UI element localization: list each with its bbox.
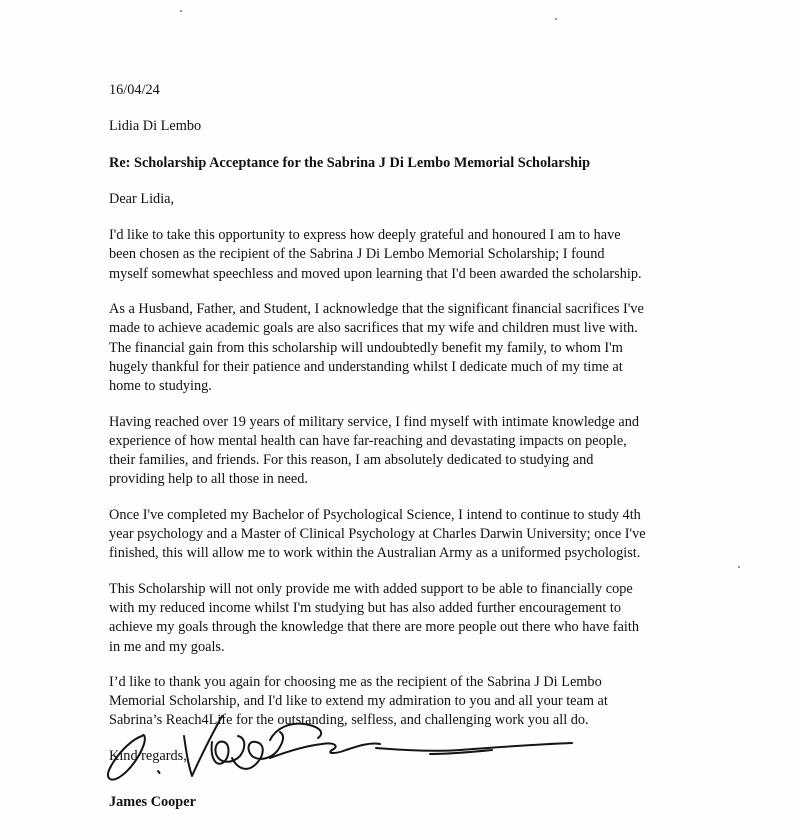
paragraph-line: experience of how mental health can have far-reaching and devastating impacts on people, — [109, 432, 627, 449]
paragraph-line: with my reduced income whilst I'm studying but has also added further encouragement to — [109, 599, 621, 616]
paragraph-line: As a Husband, Father, and Student, I acknowledge that the significant financial sacrifices I've — [109, 301, 644, 318]
paragraph-line: myself somewhat speechless and moved upon learning that I'd been awarded the scholarship. — [109, 265, 642, 282]
paragraph-line: made to achieve academic goals are also sacrifices that my wife and children must live with. — [109, 320, 638, 337]
signature-stroke — [270, 743, 380, 758]
paragraph-line: year psychology and a Master of Clinical Psychology at Charles Darwin University; once I've — [109, 526, 646, 543]
letter-date: 16/04/24 — [109, 82, 160, 98]
salutation: Dear Lidia, — [109, 190, 175, 207]
paragraph-line: providing help to all those in need. — [109, 471, 308, 488]
paragraph-line: I'd like to take this opportunity to express how deeply grateful and honoured I am to have — [109, 227, 621, 244]
paragraph-line: achieve my goals through the knowledge that there are more people out there who have faith — [109, 619, 639, 636]
letter-body — [109, 81, 699, 766]
scan-speck — [738, 566, 740, 568]
paragraph-line: The financial gain from this scholarship will undoubtedly benefit my family, to whom I'm — [109, 339, 623, 356]
paragraph-support — [109, 580, 699, 657]
paragraph-military-service — [109, 413, 699, 490]
paragraph-line: in me and my goals. — [109, 638, 225, 655]
paragraph-line: been chosen as the recipient of the Sabrina J Di Lembo Memorial Scholarship; I found — [109, 246, 605, 263]
paragraph-study-plans — [109, 506, 699, 564]
paragraph-line: Memorial Scholarship, and I'd like to extend my admiration to you and all your team at — [109, 693, 608, 710]
signature-stroke — [108, 735, 145, 780]
recipient-name: Lidia Di Lembo — [109, 118, 202, 135]
handwritten-signature — [100, 700, 580, 788]
paragraph-gratitude — [109, 226, 699, 284]
subject-line: Re: Scholarship Acceptance for the Sabrina J Di Lembo Memorial Scholarship — [109, 154, 591, 171]
paragraph-line: This Scholarship will not only provide me with added support to be able to financially cope — [109, 580, 633, 597]
scan-speck — [180, 10, 182, 12]
signature-stroke — [376, 743, 572, 751]
closing: Kind regards, — [109, 747, 187, 764]
paragraph-line: home to studying. — [109, 378, 212, 395]
signature-stroke — [158, 771, 160, 773]
paragraph-line: their families, and friends. For this reason, I am absolutely dedicated to studying and — [109, 452, 594, 469]
paragraph-family — [109, 300, 699, 396]
signature-stroke — [212, 736, 245, 764]
signer-name: James Cooper — [109, 794, 196, 810]
paragraph-line: finished, this will allow me to work within the Australian Army as a uniformed psychologist. — [109, 545, 641, 562]
signature-stroke — [270, 724, 321, 740]
paragraph-line: Sabrina’s Reach4Life for the outstanding, selfless, and challenging work you all do. — [109, 712, 589, 729]
scan-speck — [555, 18, 557, 20]
paragraph-line: Having reached over 19 years of military service, I find myself with intimate knowledge and — [109, 413, 640, 430]
paragraph-line: Once I've completed my Bachelor of Psychological Science, I intend to continue to study 4th — [109, 506, 641, 523]
paragraph-line: hugely thankful for their patience and understanding whilst I dedicate much of my time at — [109, 358, 623, 375]
paragraph-line: I’d like to thank you again for choosing me as the recipient of the Sabrina J Di Lembo — [109, 673, 602, 690]
